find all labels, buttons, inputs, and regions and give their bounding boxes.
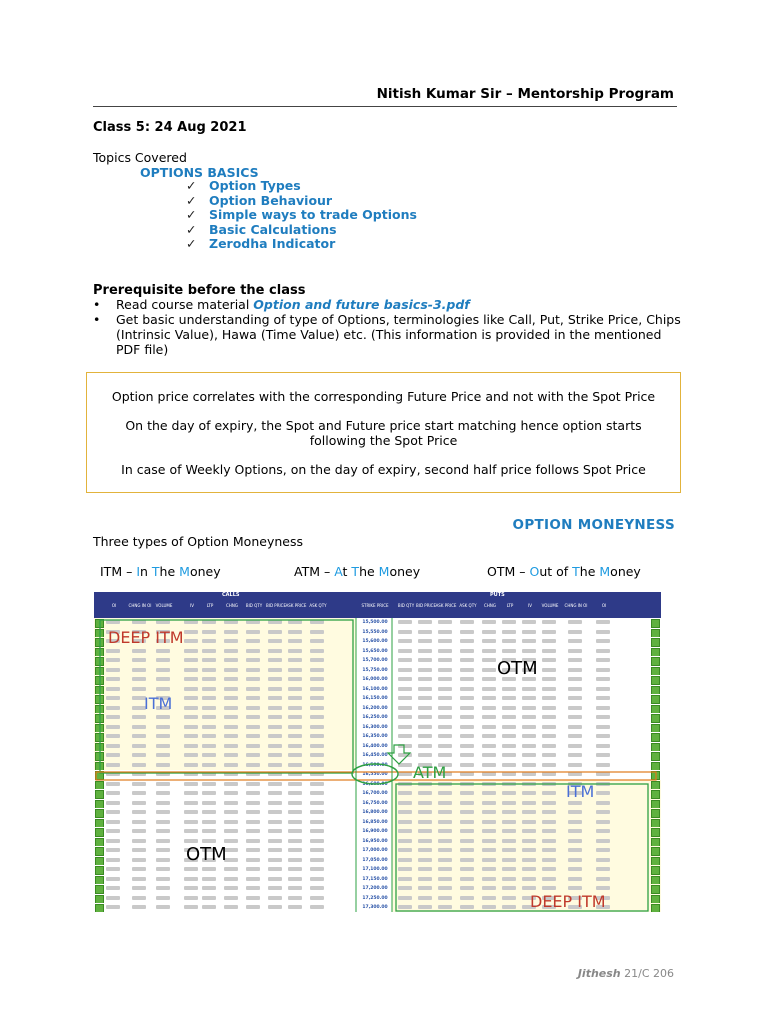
strike-price: 16,150.00: [362, 696, 388, 701]
topic-label: Simple ways to trade Options: [209, 207, 417, 223]
topic-item: [186, 194, 417, 209]
strike-price: 17,150.00: [362, 876, 388, 882]
deep-itm-label: DEEP ITM: [530, 892, 606, 911]
calls-label: CALLS: [222, 592, 240, 598]
strike-price: 15,700.00: [362, 658, 388, 663]
chain-column-header: ASK PRICE: [285, 603, 307, 608]
strike-price: 16,200.00: [362, 705, 388, 711]
footer-name: Jithesh: [577, 967, 621, 980]
itm-label: ITM: [566, 782, 595, 801]
prereq-list: [93, 297, 683, 357]
itm-label: ITM: [144, 694, 173, 713]
footer: [578, 967, 674, 980]
chain-column-header: ASK QTY: [459, 603, 477, 608]
strike-price: 17,050.00: [362, 857, 388, 863]
check-icon: ✓: [186, 207, 197, 223]
strike-price: 15,650.00: [362, 648, 388, 654]
topics-list: [186, 179, 417, 252]
prereq-item: [93, 312, 683, 357]
check-icon: ✓: [186, 192, 197, 208]
chain-column-header: BID PRICE: [416, 603, 436, 608]
strike-price: 16,600.00: [362, 781, 388, 787]
strike-price: 17,300.00: [362, 905, 388, 910]
chain-column-header: BID QTY: [245, 603, 263, 608]
strike-price: 15,750.00: [362, 667, 388, 673]
section-heading: OPTION MONEYNESS: [512, 517, 675, 533]
strike-price: 17,200.00: [362, 886, 388, 891]
topic-item: [186, 223, 417, 238]
topic-item: [186, 237, 417, 252]
chain-column-header: STRIKE PRICE: [361, 603, 389, 608]
otm-definition: OTM – Out of The Money: [487, 564, 641, 579]
topic-label: Option Types: [209, 178, 301, 193]
strike-price: 16,300.00: [362, 724, 388, 730]
header-rule: [93, 106, 677, 107]
otm-label: OTM: [497, 658, 538, 679]
strike-price: 16,850.00: [362, 819, 388, 825]
strike-price: 16,100.00: [362, 686, 388, 692]
chain-column-header: VOLUME: [155, 603, 173, 608]
course-material-link[interactable]: Option and future basics-3.pdf: [253, 297, 470, 312]
chain-column-header: LTP: [506, 603, 514, 608]
check-icon: ✓: [186, 221, 197, 237]
option-chain-screenshot: [94, 592, 661, 912]
prereq-heading: Prerequisite before the class: [93, 283, 306, 298]
strike-price: 16,550.00: [362, 772, 388, 777]
strike-price: 16,950.00: [362, 838, 388, 844]
arrow-down-icon: [388, 745, 410, 764]
atm-label: ATM: [413, 763, 447, 782]
chain-column-header: LTP: [206, 603, 214, 608]
chain-column-header: OI: [111, 603, 117, 608]
chain-column-header: ASK QTY: [309, 603, 327, 608]
topic-label: Basic Calculations: [209, 221, 337, 237]
class-line: Class 5: 24 Aug 2021: [93, 120, 247, 135]
chain-column-header: BID QTY: [397, 603, 415, 608]
chain-column-header: BID PRICE: [266, 603, 286, 608]
topic-item: [186, 179, 417, 194]
note-paragraph: On the day of expiry, the Spot and Future price start matching hence option starts following the Spot Price: [125, 418, 642, 448]
topic-label: Option Behaviour: [209, 192, 333, 208]
itm-definition: ITM – In The Money: [100, 564, 221, 579]
strike-price: 16,800.00: [362, 810, 388, 815]
topics-heading: Topics Covered: [93, 150, 187, 165]
topic-label: Zerodha Indicator: [209, 236, 336, 252]
prereq-item: [93, 297, 683, 312]
chain-column-header: CHNG: [226, 603, 238, 608]
otm-label: OTM: [186, 844, 227, 865]
strike-price: 16,250.00: [362, 715, 388, 720]
topics-group: OPTIONS BASICS: [140, 165, 259, 180]
prereq-text: Read course material: [116, 297, 254, 312]
check-icon: ✓: [186, 236, 197, 252]
strike-price: 16,000.00: [362, 677, 388, 682]
chain-column-header: VOLUME: [541, 603, 559, 608]
moneyness-subheading: Three types of Option Moneyness: [93, 534, 303, 549]
strike-price: 16,450.00: [362, 753, 388, 758]
chain-column-header: CHNG: [484, 603, 496, 608]
topic-item: [186, 208, 417, 223]
atm-circle: [352, 764, 398, 784]
itm-puts-box: [396, 784, 648, 911]
chain-column-header: OI: [601, 603, 607, 608]
deep-itm-label: DEEP ITM: [108, 628, 184, 647]
puts-label: PUTS: [490, 592, 505, 598]
chain-column-header: IV: [190, 603, 194, 608]
chain-column-header: ASK PRICE: [435, 603, 457, 608]
strike-price: 15,500.00: [362, 620, 388, 625]
note-paragraph: In case of Weekly Options, on the day of expiry, second half price follows Spot Price: [121, 462, 646, 477]
note-box: [86, 372, 681, 493]
strike-price: 15,550.00: [362, 629, 388, 635]
chain-column-header: CHNG IN OI: [564, 603, 588, 608]
strike-price: 16,500.00: [362, 762, 388, 768]
document-header: Nitish Kumar Sir – Mentorship Program: [376, 86, 674, 102]
prereq-text: Get basic understanding of type of Options, terminologies like Call, Put, Strike Price, Chips (Intrinsic Value), Hawa (Time Value) etc. (This information is provided in the mentioned PDF file): [116, 312, 681, 357]
bullet-icon: •: [93, 297, 101, 312]
chain-column-header: CHNG IN OI: [128, 603, 152, 608]
bullet-icon: •: [93, 312, 101, 327]
strike-price: 17,000.00: [362, 848, 388, 853]
footer-code: 21/C 206: [620, 967, 674, 980]
strike-price: 15,600.00: [362, 639, 388, 644]
strike-price: 16,900.00: [362, 829, 388, 834]
note-paragraph: Option price correlates with the corresponding Future Price and not with the Spot Price: [111, 389, 656, 404]
strike-price: 16,750.00: [362, 800, 388, 806]
strike-price: 16,350.00: [362, 734, 388, 739]
strike-price: 16,700.00: [362, 791, 388, 796]
atm-definition: ATM – At The Money: [294, 564, 421, 579]
strike-price: 16,400.00: [362, 743, 388, 749]
chain-column-header: IV: [528, 603, 532, 608]
strike-price: 17,100.00: [362, 867, 388, 872]
strike-price: 17,250.00: [362, 895, 388, 901]
check-icon: ✓: [186, 178, 197, 193]
